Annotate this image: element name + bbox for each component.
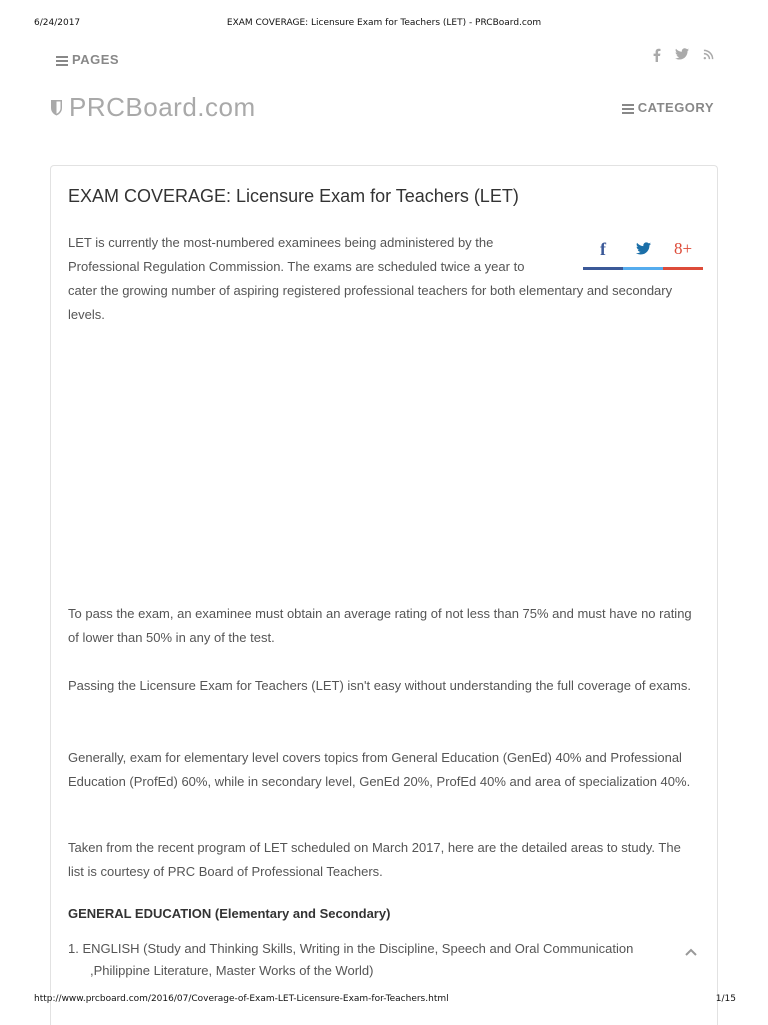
- chevron-up-icon: [685, 948, 697, 956]
- shield-icon: [50, 99, 63, 116]
- section-heading: GENERAL EDUCATION (Elementary and Secondary): [68, 906, 391, 921]
- intro-line-2: Professional Regulation Commission. The exams are scheduled twice a year to: [68, 259, 525, 274]
- paragraph-passing-rating: To pass the exam, an examinee must obtain an average rating of not less than 75% and must have no rating of lower than 50% in any of the test.: [68, 606, 692, 645]
- facebook-icon: f: [600, 239, 606, 259]
- article-title: EXAM COVERAGE: Licensure Exam for Teachers (LET): [68, 186, 519, 206]
- paragraph-full-coverage: Passing the Licensure Exam for Teachers (LET) isn't easy without understanding the full coverage of exams.: [68, 678, 691, 693]
- social-links: [653, 48, 714, 65]
- hamburger-icon: [56, 54, 68, 68]
- gplus-icon: 8+: [673, 239, 693, 258]
- hamburger-icon: [622, 102, 634, 116]
- category-menu-label: CATEGORY: [637, 100, 714, 115]
- list-item-number: 1.: [68, 941, 79, 956]
- print-page-number: 1/15: [715, 994, 736, 1004]
- list-item: [68, 938, 678, 982]
- site-name: PRCBoard.com: [69, 92, 256, 122]
- coverage-list: [68, 938, 678, 982]
- paragraph-general-coverage: Generally, exam for elementary level covers topics from General Education (GenEd) 40% and Professional Education (ProfEd) 60%, while in secondary level, GenEd 20%, ProfEd 40% and area of specialization 40%.: [68, 750, 691, 789]
- facebook-icon[interactable]: [653, 48, 661, 65]
- print-title: EXAM COVERAGE: Licensure Exam for Teachers (LET) - PRCBoard.com: [226, 18, 542, 28]
- print-url: http://www.prcboard.com/2016/07/Coverage-of-Exam-LET-Licensure-Exam-for-Teachers.html: [34, 994, 449, 1004]
- article-intro: [68, 231, 698, 327]
- intro-rest: cater the growing number of aspiring registered professional teachers for both elementary and secondary levels.: [68, 283, 673, 322]
- intro-line-1: LET is currently the most-numbered examinees being administered by the: [68, 235, 494, 250]
- pages-menu-label: PAGES: [72, 52, 120, 67]
- top-bar: [56, 48, 714, 72]
- pages-menu-button[interactable]: [56, 52, 119, 68]
- article-card: [50, 165, 718, 1025]
- site-logo[interactable]: [50, 92, 256, 123]
- scroll-to-top-button[interactable]: [683, 945, 699, 959]
- category-menu-button[interactable]: [622, 100, 714, 116]
- list-item-text: ENGLISH (Study and Thinking Skills, Writing in the Discipline, Speech and Oral Communication ,Philippine Literature, Master Works of the World): [82, 941, 634, 978]
- paragraph-source: Taken from the recent program of LET scheduled on March 2017, here are the detailed areas to study. The list is courtesy of PRC Board of Professional Teachers.: [68, 840, 681, 879]
- print-date: 6/24/2017: [34, 18, 81, 28]
- rss-icon[interactable]: [703, 48, 714, 65]
- twitter-icon[interactable]: [675, 48, 689, 65]
